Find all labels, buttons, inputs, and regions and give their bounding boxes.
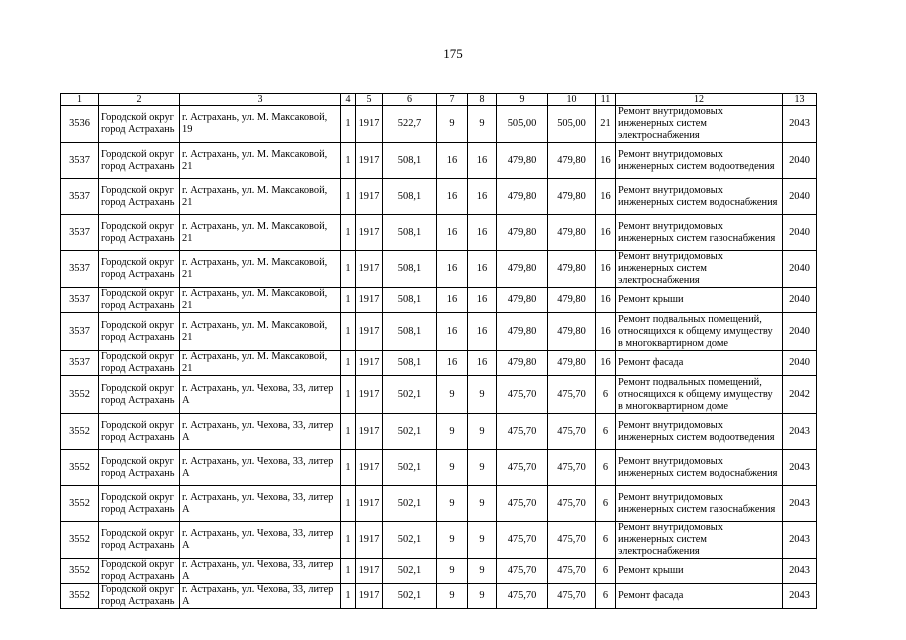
cell-year-planned: 2043 [783, 486, 817, 522]
cell-col-11: 6 [596, 522, 616, 559]
cell-build-year: 1917 [356, 215, 383, 251]
cell-build-year: 1917 [356, 313, 383, 351]
cell-row-id: 3537 [61, 179, 99, 215]
cell-col-11: 16 [596, 215, 616, 251]
cell-col-11: 16 [596, 251, 616, 288]
cell-living-area: 505,00 [497, 106, 548, 143]
cell-municipality: Городской округ город Астрахань [99, 486, 180, 522]
cell-col-7: 9 [437, 450, 468, 486]
cell-col-4: 1 [341, 215, 356, 251]
cell-living-area: 479,80 [497, 251, 548, 288]
cell-municipality: Городской округ город Астрахань [99, 313, 180, 351]
cell-col-4: 1 [341, 584, 356, 609]
cell-col-11: 6 [596, 450, 616, 486]
cell-row-id: 3552 [61, 559, 99, 584]
cell-municipality: Городской округ город Астрахань [99, 288, 180, 313]
cell-address: г. Астрахань, ул. М. Максаковой, 21 [180, 143, 341, 179]
cell-year-planned: 2040 [783, 215, 817, 251]
cell-col-10: 475,70 [548, 414, 596, 450]
cell-col-8: 9 [468, 559, 497, 584]
cell-col-10: 475,70 [548, 584, 596, 609]
cell-col-11: 6 [596, 559, 616, 584]
column-header-2: 2 [99, 94, 180, 106]
cell-municipality: Городской округ город Астрахань [99, 251, 180, 288]
cell-year-planned: 2042 [783, 376, 817, 414]
cell-living-area: 475,70 [497, 450, 548, 486]
cell-year-planned: 2043 [783, 106, 817, 143]
cell-year-planned: 2043 [783, 522, 817, 559]
cell-build-year: 1917 [356, 584, 383, 609]
cell-total-area: 508,1 [383, 313, 437, 351]
table-row [61, 522, 817, 559]
cell-address: г. Астрахань, ул. М. Максаковой, 21 [180, 215, 341, 251]
cell-year-planned: 2043 [783, 414, 817, 450]
cell-total-area: 508,1 [383, 351, 437, 376]
cell-col-8: 9 [468, 376, 497, 414]
cell-living-area: 475,70 [497, 522, 548, 559]
cell-total-area: 508,1 [383, 215, 437, 251]
cell-build-year: 1917 [356, 522, 383, 559]
cell-year-planned: 2040 [783, 251, 817, 288]
cell-address: г. Астрахань, ул. М. Максаковой, 19 [180, 106, 341, 143]
repair-schedule-table [60, 93, 817, 609]
cell-total-area: 508,1 [383, 179, 437, 215]
cell-municipality: Городской округ город Астрахань [99, 559, 180, 584]
cell-row-id: 3552 [61, 450, 99, 486]
cell-col-10: 479,80 [548, 215, 596, 251]
cell-col-11: 6 [596, 414, 616, 450]
cell-col-11: 16 [596, 288, 616, 313]
table-row [61, 414, 817, 450]
cell-col-10: 479,80 [548, 179, 596, 215]
cell-col-7: 9 [437, 584, 468, 609]
cell-col-7: 16 [437, 143, 468, 179]
column-header-8: 8 [468, 94, 497, 106]
cell-repair-type: Ремонт крыши [616, 288, 783, 313]
cell-build-year: 1917 [356, 414, 383, 450]
cell-total-area: 502,1 [383, 522, 437, 559]
cell-total-area: 508,1 [383, 251, 437, 288]
cell-year-planned: 2043 [783, 450, 817, 486]
cell-municipality: Городской округ город Астрахань [99, 106, 180, 143]
cell-col-11: 16 [596, 313, 616, 351]
cell-build-year: 1917 [356, 106, 383, 143]
cell-living-area: 479,80 [497, 313, 548, 351]
cell-municipality: Городской округ город Астрахань [99, 143, 180, 179]
cell-year-planned: 2043 [783, 584, 817, 609]
cell-total-area: 508,1 [383, 288, 437, 313]
cell-col-4: 1 [341, 106, 356, 143]
cell-col-7: 16 [437, 313, 468, 351]
cell-col-7: 16 [437, 251, 468, 288]
column-header-6: 6 [383, 94, 437, 106]
cell-build-year: 1917 [356, 288, 383, 313]
cell-address: г. Астрахань, ул. М. Максаковой, 21 [180, 313, 341, 351]
cell-col-7: 16 [437, 215, 468, 251]
cell-col-8: 16 [468, 351, 497, 376]
table-row [61, 559, 817, 584]
cell-address: г. Астрахань, ул. Чехова, 33, литер А [180, 376, 341, 414]
table-row [61, 215, 817, 251]
cell-repair-type: Ремонт внутридомовых инженерных систем газоснабжения [616, 486, 783, 522]
cell-col-4: 1 [341, 288, 356, 313]
cell-col-8: 9 [468, 522, 497, 559]
column-header-7: 7 [437, 94, 468, 106]
cell-year-planned: 2040 [783, 351, 817, 376]
cell-build-year: 1917 [356, 251, 383, 288]
cell-col-10: 505,00 [548, 106, 596, 143]
cell-address: г. Астрахань, ул. Чехова, 33, литер А [180, 450, 341, 486]
cell-row-id: 3537 [61, 288, 99, 313]
cell-repair-type: Ремонт внутридомовых инженерных систем водоотведения [616, 143, 783, 179]
table-row [61, 351, 817, 376]
cell-build-year: 1917 [356, 143, 383, 179]
cell-col-4: 1 [341, 351, 356, 376]
cell-col-8: 9 [468, 450, 497, 486]
column-header-13: 13 [783, 94, 817, 106]
cell-living-area: 479,80 [497, 215, 548, 251]
cell-col-7: 9 [437, 486, 468, 522]
column-header-10: 10 [548, 94, 596, 106]
cell-col-8: 16 [468, 179, 497, 215]
cell-col-7: 16 [437, 288, 468, 313]
cell-total-area: 502,1 [383, 414, 437, 450]
cell-repair-type: Ремонт внутридомовых инженерных систем водоснабжения [616, 179, 783, 215]
cell-repair-type: Ремонт внутридомовых инженерных систем водоотведения [616, 414, 783, 450]
cell-address: г. Астрахань, ул. М. Максаковой, 21 [180, 251, 341, 288]
table-row [61, 251, 817, 288]
cell-living-area: 475,70 [497, 559, 548, 584]
cell-build-year: 1917 [356, 179, 383, 215]
cell-living-area: 479,80 [497, 351, 548, 376]
cell-municipality: Городской округ город Астрахань [99, 376, 180, 414]
cell-build-year: 1917 [356, 351, 383, 376]
cell-col-10: 475,70 [548, 450, 596, 486]
cell-col-7: 16 [437, 351, 468, 376]
cell-total-area: 502,1 [383, 450, 437, 486]
table-row [61, 584, 817, 609]
cell-row-id: 3552 [61, 414, 99, 450]
cell-build-year: 1917 [356, 450, 383, 486]
cell-row-id: 3552 [61, 522, 99, 559]
cell-address: г. Астрахань, ул. Чехова, 33, литер А [180, 414, 341, 450]
cell-repair-type: Ремонт внутридомовых инженерных систем электроснабжения [616, 106, 783, 143]
cell-address: г. Астрахань, ул. Чехова, 33, литер А [180, 486, 341, 522]
cell-total-area: 502,1 [383, 584, 437, 609]
cell-col-7: 9 [437, 376, 468, 414]
column-header-12: 12 [616, 94, 783, 106]
cell-living-area: 479,80 [497, 288, 548, 313]
cell-row-id: 3552 [61, 376, 99, 414]
cell-col-4: 1 [341, 251, 356, 288]
cell-total-area: 508,1 [383, 143, 437, 179]
cell-col-10: 475,70 [548, 376, 596, 414]
cell-row-id: 3552 [61, 584, 99, 609]
table-row [61, 288, 817, 313]
cell-col-4: 1 [341, 143, 356, 179]
cell-build-year: 1917 [356, 376, 383, 414]
cell-col-8: 9 [468, 584, 497, 609]
cell-col-4: 1 [341, 313, 356, 351]
cell-col-4: 1 [341, 414, 356, 450]
cell-municipality: Городской округ город Астрахань [99, 179, 180, 215]
cell-row-id: 3537 [61, 313, 99, 351]
cell-municipality: Городской округ город Астрахань [99, 584, 180, 609]
column-header-9: 9 [497, 94, 548, 106]
cell-col-8: 16 [468, 288, 497, 313]
cell-total-area: 502,1 [383, 376, 437, 414]
cell-address: г. Астрахань, ул. Чехова, 33, литер А [180, 522, 341, 559]
cell-repair-type: Ремонт подвальных помещений, относящихся к общему имуществу в многоквартирном доме [616, 313, 783, 351]
cell-year-planned: 2043 [783, 559, 817, 584]
cell-col-8: 16 [468, 143, 497, 179]
cell-col-7: 16 [437, 179, 468, 215]
cell-col-8: 9 [468, 486, 497, 522]
cell-col-8: 9 [468, 414, 497, 450]
cell-row-id: 3537 [61, 215, 99, 251]
cell-col-10: 475,70 [548, 559, 596, 584]
table-row [61, 179, 817, 215]
table-row [61, 376, 817, 414]
cell-living-area: 479,80 [497, 143, 548, 179]
cell-municipality: Городской округ город Астрахань [99, 215, 180, 251]
cell-year-planned: 2040 [783, 143, 817, 179]
cell-col-4: 1 [341, 450, 356, 486]
cell-col-10: 479,80 [548, 143, 596, 179]
cell-col-11: 16 [596, 179, 616, 215]
cell-col-11: 6 [596, 376, 616, 414]
cell-address: г. Астрахань, ул. Чехова, 33, литер А [180, 559, 341, 584]
cell-col-11: 6 [596, 584, 616, 609]
cell-living-area: 475,70 [497, 414, 548, 450]
cell-living-area: 475,70 [497, 486, 548, 522]
cell-col-10: 475,70 [548, 522, 596, 559]
cell-repair-type: Ремонт внутридомовых инженерных систем газоснабжения [616, 215, 783, 251]
cell-year-planned: 2040 [783, 179, 817, 215]
cell-col-7: 9 [437, 522, 468, 559]
table-row [61, 486, 817, 522]
cell-col-10: 475,70 [548, 486, 596, 522]
table-row [61, 313, 817, 351]
table-row [61, 450, 817, 486]
cell-year-planned: 2040 [783, 313, 817, 351]
page-number: 175 [443, 46, 463, 61]
cell-total-area: 502,1 [383, 559, 437, 584]
cell-col-10: 479,80 [548, 251, 596, 288]
cell-address: г. Астрахань, ул. М. Максаковой, 21 [180, 179, 341, 215]
cell-col-8: 16 [468, 251, 497, 288]
cell-col-4: 1 [341, 522, 356, 559]
cell-total-area: 502,1 [383, 486, 437, 522]
cell-repair-type: Ремонт фасада [616, 584, 783, 609]
cell-col-7: 9 [437, 414, 468, 450]
table-row [61, 106, 817, 143]
cell-repair-type: Ремонт подвальных помещений, относящихся к общему имуществу в многоквартирном доме [616, 376, 783, 414]
cell-repair-type: Ремонт внутридомовых инженерных систем водоснабжения [616, 450, 783, 486]
cell-address: г. Астрахань, ул. М. Максаковой, 21 [180, 288, 341, 313]
cell-row-id: 3537 [61, 143, 99, 179]
cell-col-4: 1 [341, 559, 356, 584]
cell-col-10: 479,80 [548, 313, 596, 351]
cell-repair-type: Ремонт крыши [616, 559, 783, 584]
column-header-1: 1 [61, 94, 99, 106]
cell-col-11: 16 [596, 143, 616, 179]
cell-col-11: 6 [596, 486, 616, 522]
cell-address: г. Астрахань, ул. Чехова, 33, литер А [180, 584, 341, 609]
cell-living-area: 479,80 [497, 179, 548, 215]
cell-col-10: 479,80 [548, 288, 596, 313]
cell-municipality: Городской округ город Астрахань [99, 351, 180, 376]
cell-col-10: 479,80 [548, 351, 596, 376]
cell-col-7: 9 [437, 559, 468, 584]
cell-municipality: Городской округ город Астрахань [99, 522, 180, 559]
cell-col-8: 16 [468, 313, 497, 351]
cell-row-id: 3537 [61, 251, 99, 288]
cell-col-8: 16 [468, 215, 497, 251]
table-body [61, 106, 817, 609]
table-row [61, 143, 817, 179]
cell-total-area: 522,7 [383, 106, 437, 143]
cell-living-area: 475,70 [497, 584, 548, 609]
cell-col-11: 21 [596, 106, 616, 143]
cell-living-area: 475,70 [497, 376, 548, 414]
cell-col-11: 16 [596, 351, 616, 376]
column-header-5: 5 [356, 94, 383, 106]
cell-municipality: Городской округ город Астрахань [99, 450, 180, 486]
column-header-4: 4 [341, 94, 356, 106]
cell-repair-type: Ремонт внутридомовых инженерных систем электроснабжения [616, 522, 783, 559]
cell-col-8: 9 [468, 106, 497, 143]
cell-col-7: 9 [437, 106, 468, 143]
cell-col-4: 1 [341, 179, 356, 215]
cell-address: г. Астрахань, ул. М. Максаковой, 21 [180, 351, 341, 376]
cell-year-planned: 2040 [783, 288, 817, 313]
cell-build-year: 1917 [356, 559, 383, 584]
cell-municipality: Городской округ город Астрахань [99, 414, 180, 450]
cell-col-4: 1 [341, 376, 356, 414]
cell-row-id: 3552 [61, 486, 99, 522]
column-header-3: 3 [180, 94, 341, 106]
column-header-11: 11 [596, 94, 616, 106]
header-row [61, 94, 817, 106]
cell-repair-type: Ремонт внутридомовых инженерных систем электроснабжения [616, 251, 783, 288]
cell-col-4: 1 [341, 486, 356, 522]
cell-row-id: 3536 [61, 106, 99, 143]
cell-build-year: 1917 [356, 486, 383, 522]
cell-row-id: 3537 [61, 351, 99, 376]
cell-repair-type: Ремонт фасада [616, 351, 783, 376]
